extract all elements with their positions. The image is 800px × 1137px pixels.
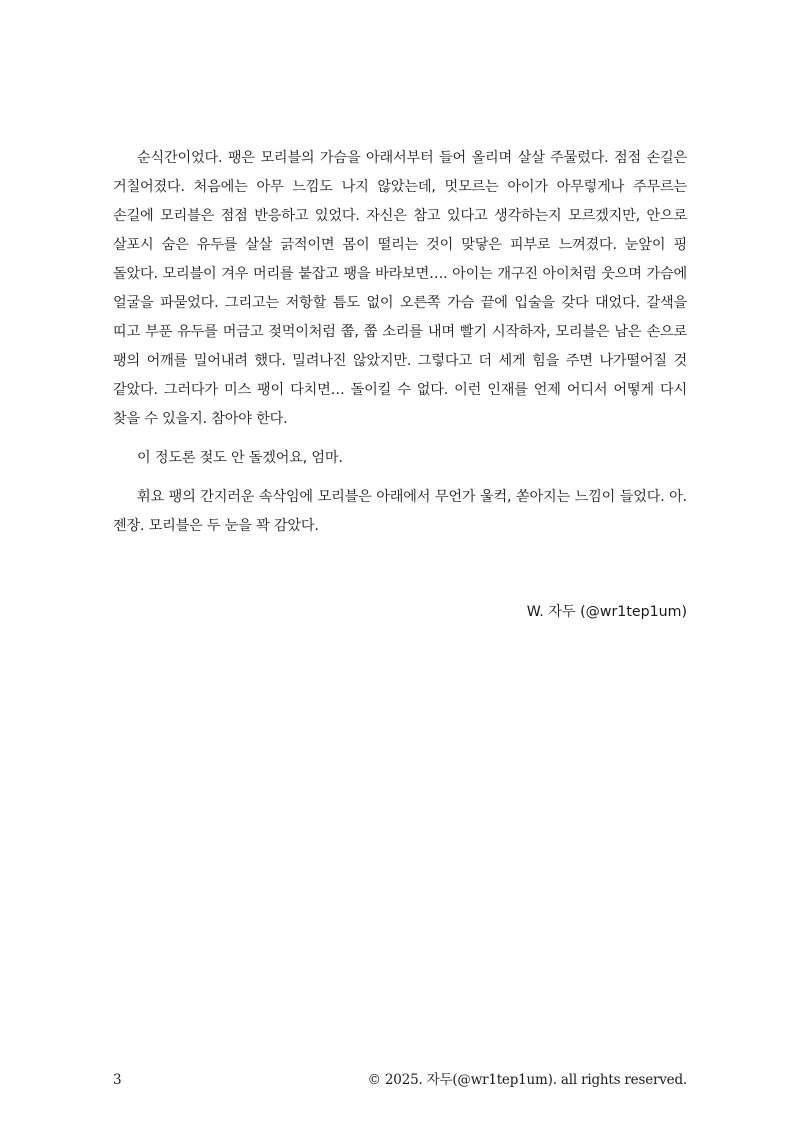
story-body — [113, 144, 687, 551]
paragraph-1: 순식간이었다. 팽은 모리블의 가슴을 아래서부터 들어 올리며 살살 주물렀다. 점점 손길은 거칠어졌다. 처음에는 아무 느낌도 나지 않았는데, 멋모르는 아이가 아무렇게나 주무르는 손길에 모리블은 점점 반응하고 있었다. 자신은 참고 있다고 생각하는지 모르겠지만, 안으로 살포시 숨은 유두를 살살 긁적이면 몸이 떨리는 것이 맞닿은 피부로 느껴졌다. 눈앞이 핑 돌았다. 모리블이 겨우 머리를 붙잡고 팽을 바라보면…. 아이는 개구진 아이처럼 웃으며 가슴에 얼굴을 파묻었다. 그리고는 저항할 틈도 없이 오른쪽 가슴 끝에 입술을 갖다 대었다. 갈색을 띠고 부푼 유두를 머금고 젖먹이처럼 쭙, 쭙 소리를 내며 빨기 시작하자, 모리블은 남은 손으로 팽의 어깨를 밀어내려 했다. 밀려나진 않았지만. 그렇다고 더 세게 힘을 주면 나가떨어질 것 같았다. 그러다가 미스 팽이 다치면… 돌이킬 수 없다. 이런 인재를 언제 어디서 어떻게 다시 찾을 수 있을지. 참아야 한다. — [113, 150, 687, 427]
copyright-notice: © 2025. 자두(@wr1tep1um). all rights reserved. — [367, 1072, 687, 1088]
page-number: 3 — [113, 1072, 122, 1088]
paragraph-2: 이 정도론 젖도 안 돌겠어요, 엄마. — [137, 450, 343, 466]
author-signature: W. 자두 (@wr1tep1um) — [526, 604, 687, 620]
paragraph-3: 휘요 팽의 간지러운 속삭임에 모리블은 아래에서 무언가 울컥, 쏟아지는 느낌이 들었다. 아. 젠장. 모리블은 두 눈을 꽉 감았다. — [113, 489, 687, 534]
page-footer — [113, 1068, 687, 1092]
